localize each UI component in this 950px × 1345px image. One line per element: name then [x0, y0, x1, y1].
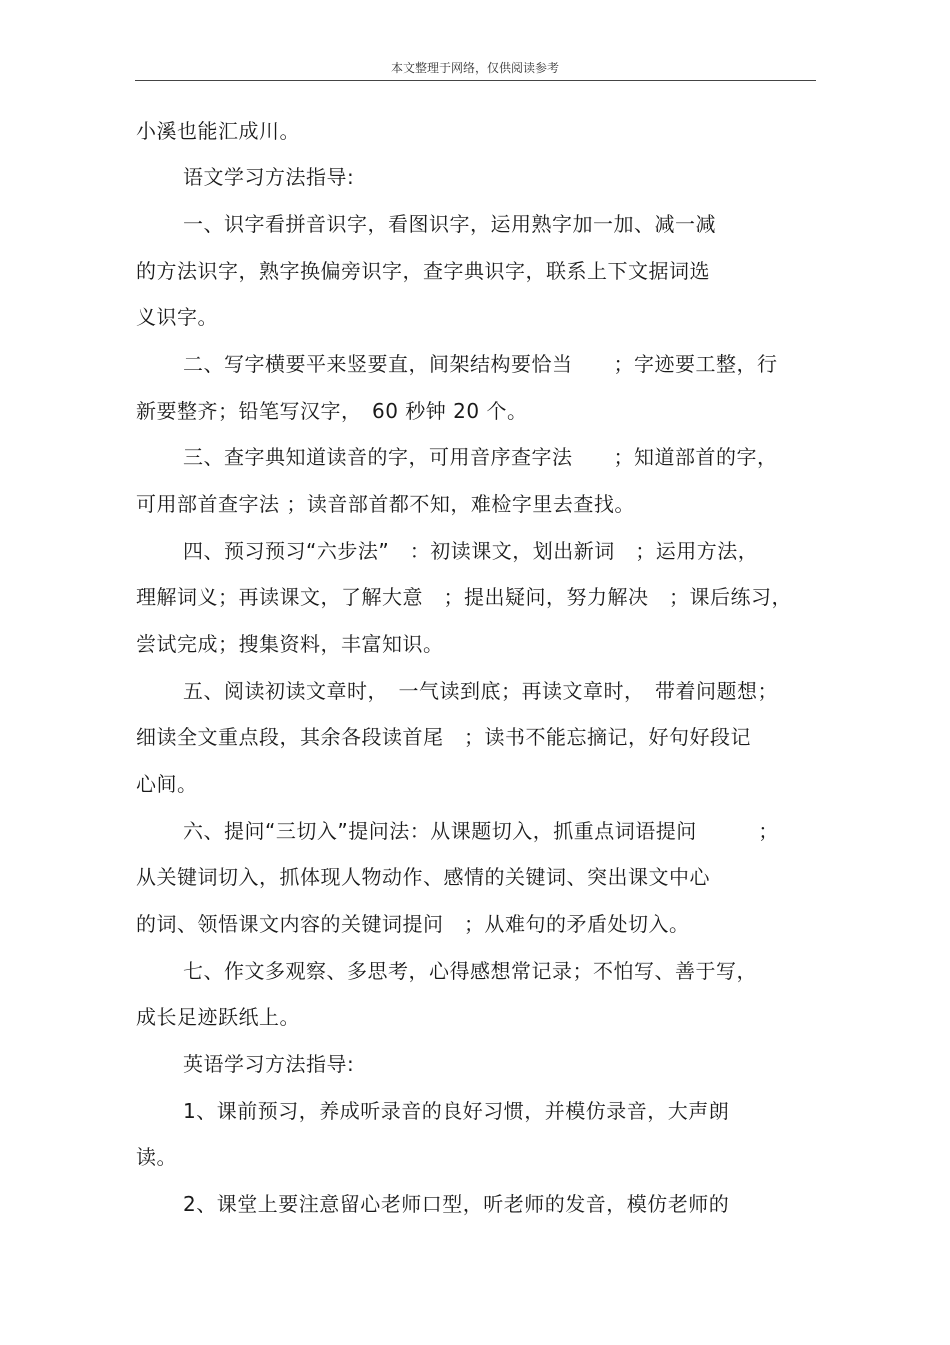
text-line: 五、阅读初读文章时， 一气读到底；再读文章时， 带着问题想； — [183, 679, 778, 703]
text-line: 尝试完成；搜集资料，丰富知识。 — [136, 632, 444, 656]
text-line: 英语学习方法指导: — [183, 1052, 355, 1076]
text-line: 成长足迹跃纸上。 — [136, 1005, 300, 1029]
text-line: 二、写字横要平来竖要直，间架结构要恰当 ；字迹要工整，行 — [183, 352, 778, 376]
page-header: 本文整理于网络，仅供阅读参考 — [390, 61, 559, 75]
text-line: 新要整齐；铅笔写汉字， 60 秒钟 20 个。 — [136, 399, 528, 423]
text-line: 语文学习方法指导: — [183, 165, 355, 189]
text-line: 可用部首查字法 ；读音部首都不知，难检字里去查找。 — [136, 492, 635, 516]
text-line: 心间。 — [136, 772, 198, 796]
text-line: 七、作文多观察、多思考，心得感想常记录；不怕写、善于写， — [183, 959, 757, 983]
text-line: 理解词义；再读课文，了解大意 ；提出疑问，努力解决 ；课后练习， — [136, 585, 792, 609]
text-line: 读。 — [136, 1145, 177, 1169]
text-line: 四、预习预习“六步法” ：初读课文，划出新词 ；运用方法， — [183, 539, 759, 563]
text-line: 一、识字看拼音识字，看图识字，运用熟字加一加、减一减 — [183, 212, 716, 236]
text-line: 六、提问“三切入”提问法：从课题切入，抓重点词语提问 ； — [183, 819, 779, 843]
text-line: 的词、领悟课文内容的关键词提问 ；从难句的矛盾处切入。 — [136, 912, 690, 936]
text-line: 义识字。 — [136, 305, 218, 329]
text-line: 1、课前预习，养成听录音的良好习惯，并模仿录音，大声朗 — [183, 1099, 730, 1123]
text-line: 细读全文重点段，其余各段读首尾 ；读书不能忘摘记，好句好段记 — [136, 725, 751, 749]
text-line: 的方法识字，熟字换偏旁识字，查字典识字，联系上下文据词选 — [136, 259, 710, 283]
text-line: 小溪也能汇成川。 — [136, 119, 300, 143]
text-line: 三、查字典知道读音的字，可用音序查字法 ；知道部首的字， — [183, 445, 778, 469]
text-line: 2、课堂上要注意留心老师口型，听老师的发音，模仿老师的 — [183, 1192, 730, 1216]
header-rule — [135, 80, 816, 81]
text-line: 从关键词切入，抓体现人物动作、感情的关键词、突出课文中心 — [136, 865, 710, 889]
